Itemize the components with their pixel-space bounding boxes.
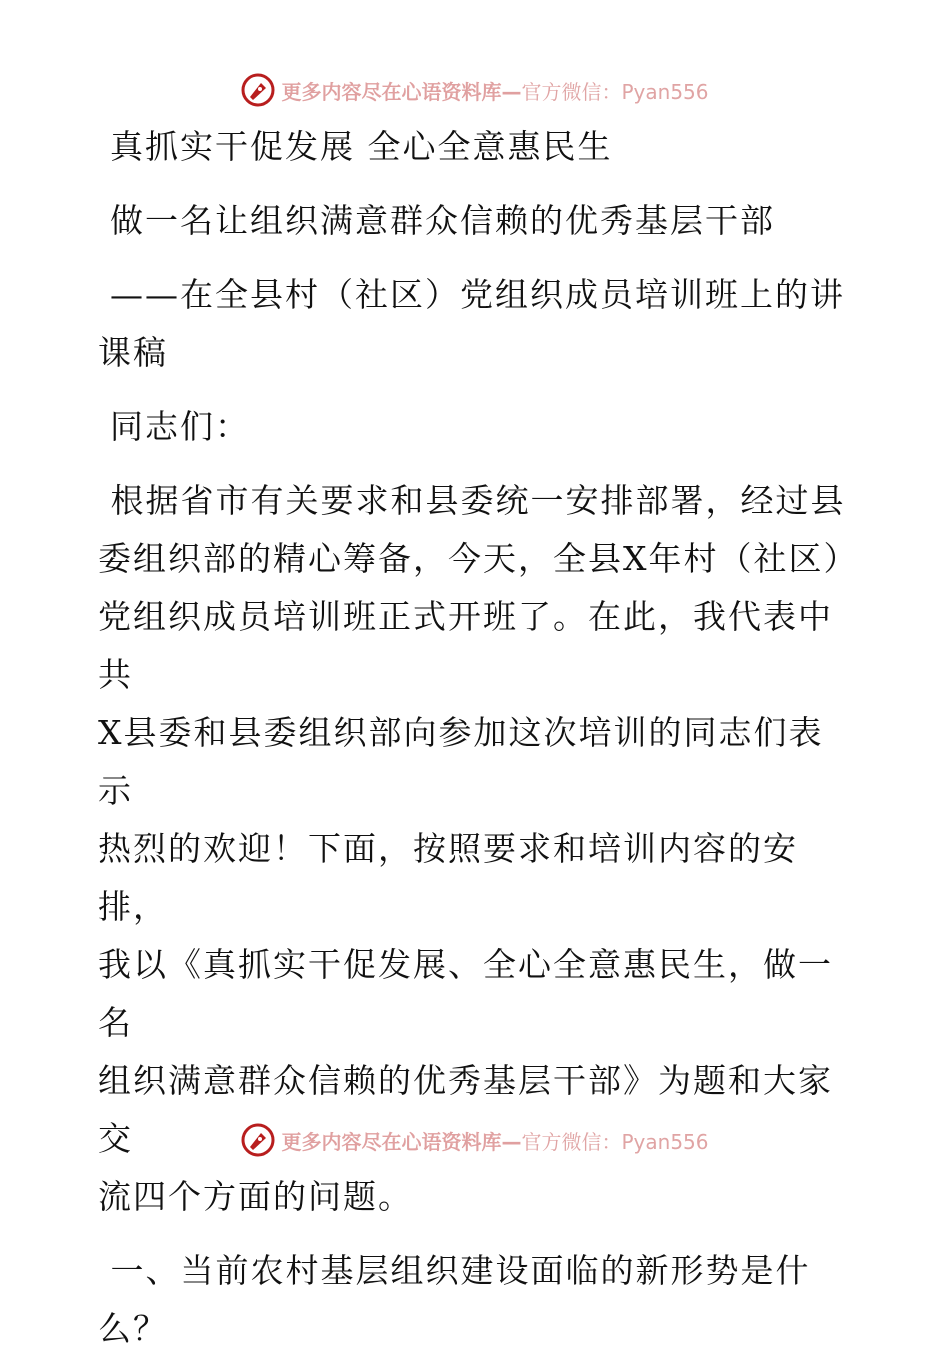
doc-heading-1-line-2: 么？ [98, 1309, 168, 1348]
document-body [98, 118, 858, 1358]
pen-nib-logo-icon [241, 73, 275, 107]
watermark-banner-top [0, 70, 950, 110]
watermark-dash: — [501, 79, 522, 104]
pen-nib-logo-icon [241, 1123, 275, 1157]
doc-paragraph-line: 流四个方面的问题。 [98, 1177, 413, 1216]
watermark-wechat: 官方微信： [521, 1129, 622, 1154]
doc-title-1: 真抓实干促发展 全心全意惠民生 [110, 127, 613, 166]
doc-paragraph-line: 组织满意群众信赖的优秀基层干部》为题和大家交 [98, 1061, 833, 1158]
watermark-site: 更多内容尽在心语资料库 [281, 1129, 502, 1154]
doc-paragraph-line: 热烈的欢迎！下面，按照要求和培训内容的安排， [98, 829, 798, 926]
doc-paragraph-line: 党组织成员培训班正式开班了。在此，我代表中共 [98, 597, 833, 694]
watermark-wechat: 官方微信： [521, 79, 622, 104]
doc-paragraph-line: 根据省市有关要求和县委统一安排部署，经过县 [98, 481, 846, 520]
doc-paragraph-line: 委组织部的精心筹备，今天，全县X年村（社区） [98, 539, 859, 578]
watermark-banner-bottom [0, 1120, 950, 1160]
doc-heading-1-line-1: 一、当前农村基层组织建设面临的新形势是什 [98, 1251, 811, 1290]
watermark-text [281, 76, 708, 105]
watermark-dash: — [501, 1129, 522, 1154]
doc-paragraph [98, 472, 858, 1226]
doc-subtitle-line-1: ——在全县村（社区）党组织成员培训班上的讲 [110, 275, 845, 314]
watermark-site: 更多内容尽在心语资料库 [281, 79, 502, 104]
watermark-account: Pyan556 [621, 1129, 709, 1154]
doc-title-2: 做一名让组织满意群众信赖的优秀基层干部 [110, 201, 775, 240]
doc-paragraph-line: X县委和县委组织部向参加这次培训的同志们表示 [98, 713, 824, 810]
watermark-text [281, 1126, 708, 1155]
doc-subtitle-line-2: 课稿 [98, 333, 168, 372]
watermark-account: Pyan556 [621, 79, 709, 104]
doc-salutation: 同志们： [110, 407, 250, 446]
doc-paragraph-line: 我以《真抓实干促发展、全心全意惠民生，做一名 [98, 945, 833, 1042]
